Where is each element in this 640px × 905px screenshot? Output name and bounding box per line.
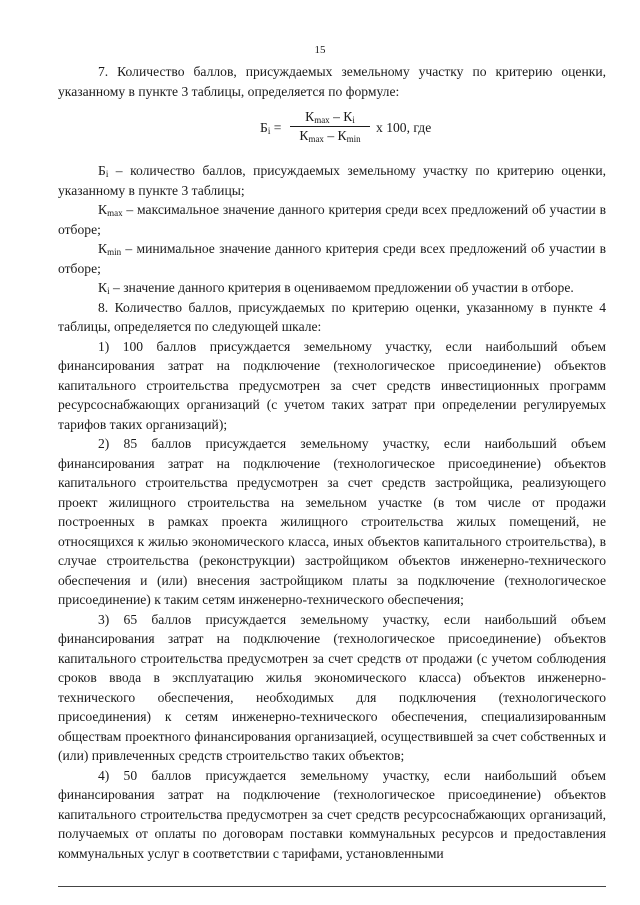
formula-lhs: $Б_i$ = bbox=[260, 120, 282, 136]
definition-k-min: $К_{min}$ – минимальное значение данного критерия среди всех предложений об участии в отборе; bbox=[58, 241, 606, 276]
list-item-1: 1) 100 баллов присуждается земельному участку, если наибольший объем финансирования затрат на подключение (технологическое присоединение) объектов капитального строительства предусмотрен за счет средств инвестиционных программ ресурсоснабжающих организаций (с учетом таких затрат при определении регулируемых тарифов таких организаций); bbox=[58, 338, 606, 432]
list-item-3: 3) 65 баллов присуждается земельному участку, если наибольший объем финансирования затрат на подключение (технологическое присоединение) объектов капитального строительства предусмотрен за счет средств от продажи (с учетом соблюдения сроков ввода в эксплуатацию жилья экономического класса) объектов инженерно-технического обеспечения, необходимых для подключения (технологического присоединения) к сетям инженерно-технического обеспечения, специализированным обществам проектного финансирования организацией, осуществившей за счет собственных и (или) привлеченных средств строительство таких объектов; bbox=[58, 611, 606, 763]
definition-k-i: $К_i$ – значение данного критерия в оцениваемом предложении об участии в отборе. bbox=[98, 280, 574, 296]
definition-k-max: $К_{max}$ – максимальное значение данного критерия среди всех предложений об участии в отборе; bbox=[58, 202, 606, 237]
page-number: 15 bbox=[314, 44, 326, 56]
formula-denominator: $К_{max} - К_{min}$ bbox=[299, 128, 361, 144]
list-item-4: 4) 50 баллов присуждается земельному участку, если наибольший объем финансирования затрат на подключение (технологическое присоединение) объектов капитального строительства предусмотрен за счет средств ресурсоснабжающих организаций, получаемых от оплаты по договорам поставки коммунальных ресурсов и предоставления коммунальных услуг в соответствии с тарифами, установленными bbox=[58, 767, 606, 861]
paragraph-8-intro: 8. Количество баллов, присуждаемых по критерию оценки, указанному в пункте 4 таблицы, определяется по следующей шкале: bbox=[58, 299, 606, 334]
paragraph-7-intro: 7. Количество баллов, присуждаемых земельному участку по критерию оценки, указанному в пункте 3 таблицы, определяется по формуле: bbox=[58, 64, 606, 99]
formula-fraction bbox=[290, 108, 370, 145]
formula-numerator: $К_{max} - К_i$ bbox=[290, 108, 370, 127]
list-item-2: 2) 85 баллов присуждается земельному участку, если наибольший объем финансирования затрат на подключение (технологическое присоединение) объектов капитального строительства предусмотрен за счет средств застройщика, реализующего проект жилищного строительства на земельном участке (в том числе от продажи построенных в рамках проекта жилищного строительства жилых помещений, не относящихся к жилью экономического класса, иных объектов капитального строительства), в случае строительства (реконструкции) застройщиком объектов инженерно-технического обеспечения и (или) внесения застройщиком платы за подключение (технологическое присоединение) к таким сетям инженерно-технического обеспечения; bbox=[58, 436, 606, 607]
formula bbox=[58, 101, 606, 161]
footer-divider bbox=[58, 886, 606, 887]
definition-b-i: $Б_i$ – количество баллов, присуждаемых земельному участку по критерию оценки, указанному в пункте 3 таблицы; bbox=[58, 163, 606, 198]
formula-rhs: x 100, где bbox=[376, 120, 432, 135]
document-body bbox=[58, 62, 606, 863]
